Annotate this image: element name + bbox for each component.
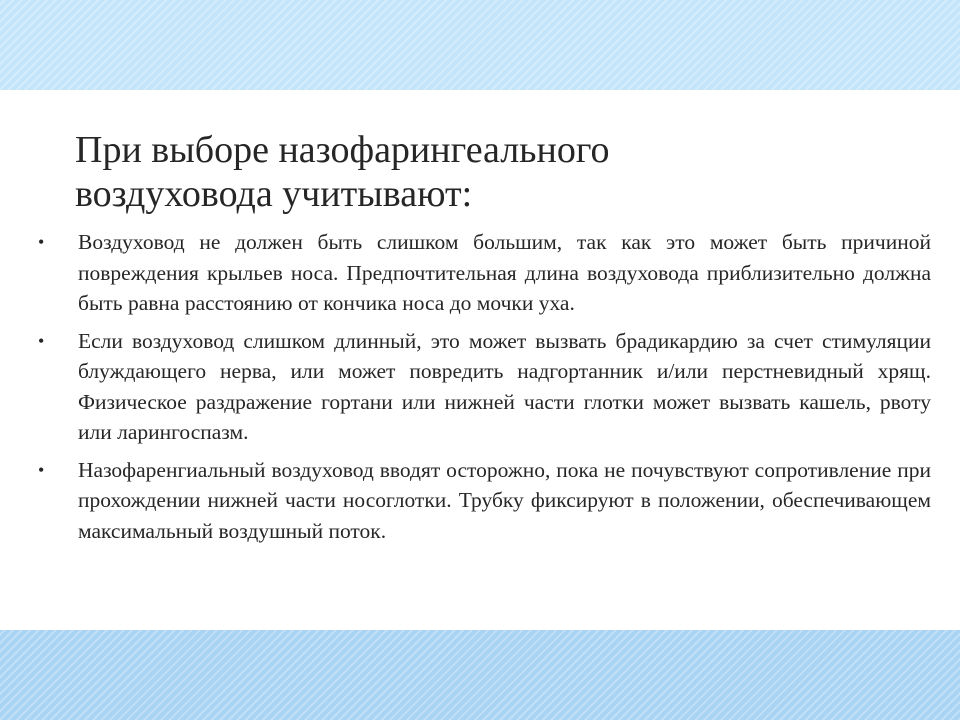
bullet-text: Назофаренгиальный воздуховод вводят осторожно, пока не почувствуют сопротивление при прохождении нижней части носоглотки. Трубку фиксируют в положении, обеспечивающем максимальный воздушный поток. [78,457,931,543]
bullet-item-3 [0,455,960,547]
bullet-marker: • [38,330,45,351]
slide-title-line-1: При выборе назофарингеального [75,129,610,171]
bullet-marker: • [38,459,45,480]
bullet-marker: • [38,232,45,252]
bullet-list [0,227,960,553]
slide-title [75,128,895,216]
bullet-item-1 [0,227,960,319]
bullet-item-2 [0,326,960,448]
slide-title-line-2: воздуховода учитывают: [75,173,473,215]
slide-content [0,90,960,630]
bottom-decorative-band [0,630,960,720]
bullet-text: Воздуховод не должен быть слишком большим, так как это может быть причиной повреждения крыльев носа. Предпочтительная длина воздуховода приблизительно должна быть равна расстоянию от кончика носа до мочки уха. [78,230,931,315]
top-decorative-band [0,0,960,90]
bullet-text: Если воздуховод слишком длинный, это может вызвать брадикардию за счет стимуляции блуждающего нерва, или может повредить надгортанник и/или перстневидный хрящ. Физическое раздражение гортани или нижней части глотки может вызвать кашель, рвоту или ларингоспазм. [78,328,931,444]
